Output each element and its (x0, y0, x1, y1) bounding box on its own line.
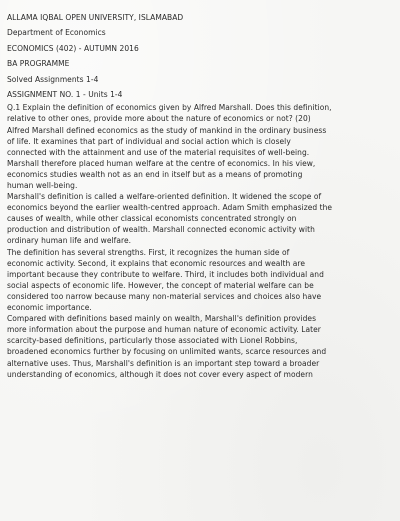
body-line: connected with the attainment and use of the material requisites of well-being. (7, 147, 310, 157)
body-line: The definition has several strengths. First, it recognizes the human side of (7, 247, 290, 257)
course-title: ECONOMICS (402) - AUTUMN 2016 (7, 43, 139, 53)
body-line: economics studies wealth not as an end in itself but as a means of promoting (7, 169, 303, 179)
body-line: Marshall's definition is called a welfare-oriented definition. It widened the scope of (7, 192, 322, 202)
body-line: alternative uses. Thus, Marshall's definition is an important step toward a broader (7, 358, 320, 368)
assignment-title: ASSIGNMENT NO. 1 - Units 1-4 (7, 89, 123, 99)
body-line: Compared with definitions based mainly on wealth, Marshall's definition provides (7, 314, 317, 324)
document-title: Solved Assignments 1-4 (7, 74, 99, 84)
body-line: Marshall therefore placed human welfare at the centre of economics. In his view, (7, 158, 316, 168)
body-line: scarcity-based definitions, particularly those associated with Lionel Robbins, (7, 336, 298, 346)
body-line: causes of wealth, while other classical economists concentrated strongly on (7, 214, 297, 224)
body-line: social aspects of economic life. However, the concept of material welfare can be (7, 280, 314, 290)
document-content (7, 10, 395, 380)
body-line: human well-being. (7, 181, 78, 190)
body-line: economic importance. (7, 303, 92, 313)
body-line: of life. It examines that part of individual and social action which is closely (7, 136, 291, 146)
body-line: broadened economics further by focusing on unlimited wants, scarce resources and (7, 347, 327, 357)
body-line: economics beyond the earlier wealth-centred approach. Adam Smith emphasized the (7, 203, 333, 213)
programme-name: BA PROGRAMME (7, 59, 70, 69)
body-line: ordinary human life and welfare. (7, 236, 132, 246)
body-line: Q.1 Explain the definition of economics given by Alfred Marshall. Does this definition, (7, 103, 332, 113)
body-line: relative to other ones, provide more about the nature of economics or not? (20) (7, 114, 311, 124)
body-line: understanding of economics, although it does not cover every aspect of modern (7, 369, 313, 379)
body-line: considered too narrow because many non-material services and choices also have (7, 291, 322, 301)
body-line: production and distribution of wealth. Marshall connected economic activity with (7, 225, 315, 235)
body-line: economic activity. Second, it explains that economic resources and wealth are (7, 258, 306, 268)
body-line: Alfred Marshall defined economics as the study of mankind in the ordinary business (7, 125, 327, 135)
university-name: ALLAMA IQBAL OPEN UNIVERSITY, ISLAMABAD (7, 13, 184, 22)
body-line: more information about the purpose and human nature of economic activity. Later (7, 325, 321, 335)
department-name: Department of Economics (7, 28, 106, 38)
body-line: important because they contribute to welfare. Third, it includes both individual and (7, 269, 324, 279)
